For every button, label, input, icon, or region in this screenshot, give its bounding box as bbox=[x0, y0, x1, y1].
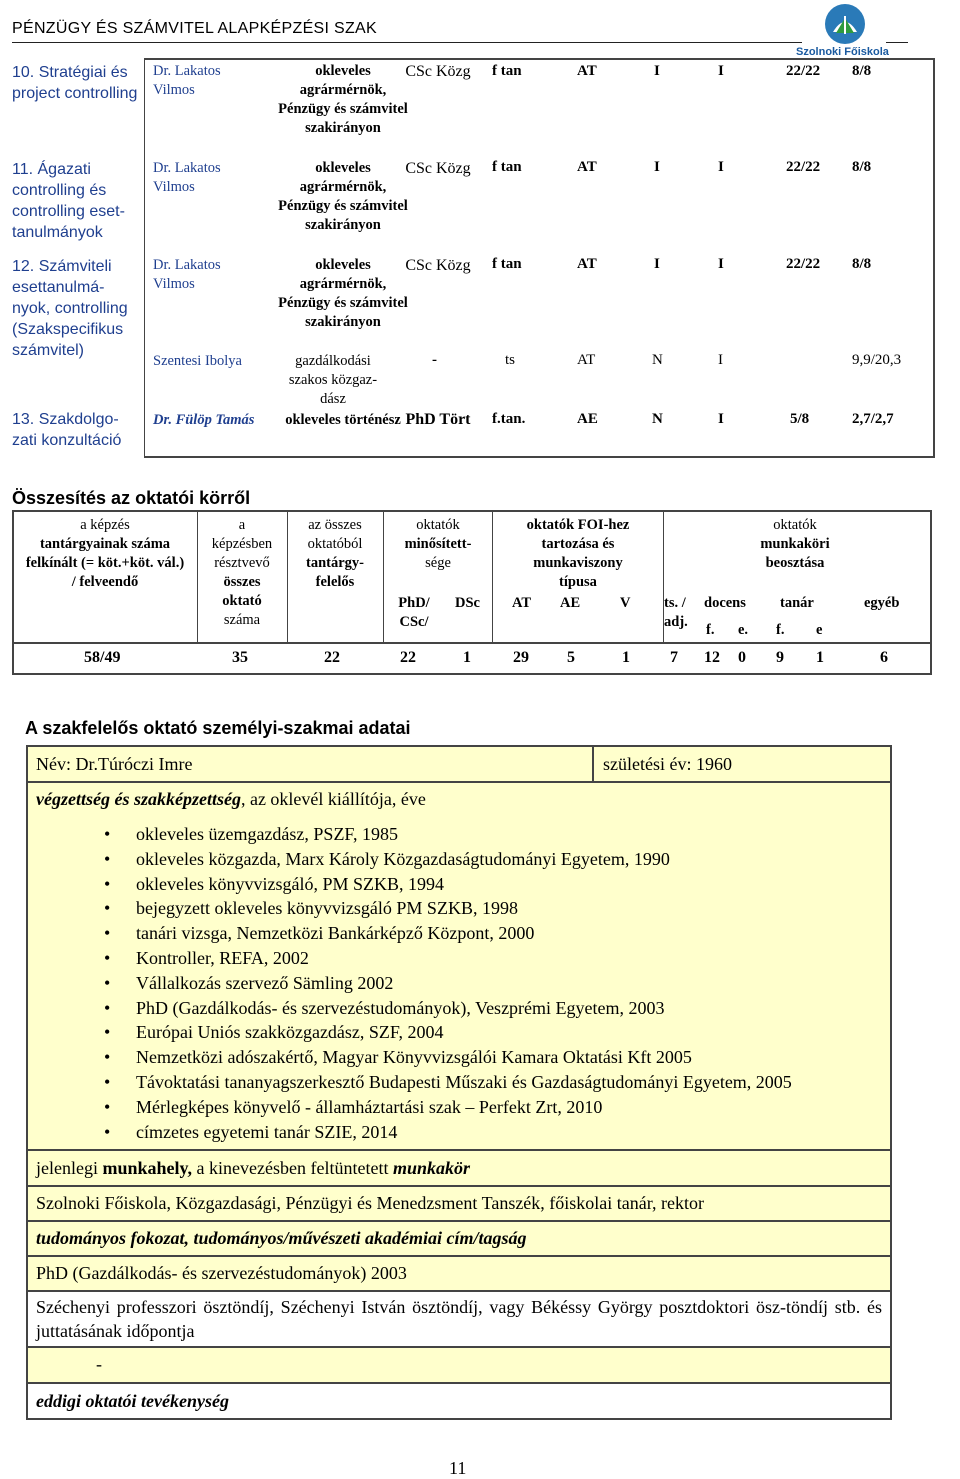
scientific-degree: - bbox=[432, 352, 437, 368]
sub-ts: ts. / adj. bbox=[664, 595, 688, 630]
teacher-name: Dr. Lakatos Vilmos bbox=[153, 63, 221, 98]
education-item: • Európai Uniós szakközgazdász, SZF, 2004 bbox=[28, 1020, 888, 1045]
value-ae: 5 bbox=[567, 649, 575, 666]
header-foi: oktatók FOI-hez tartozása és munkaviszony típusa bbox=[526, 517, 630, 590]
hours-ratio: 22/22 bbox=[786, 159, 821, 175]
education-item: • Vállalkozás szervező Sämling 2002 bbox=[28, 971, 888, 996]
teacher-qualification: okleveles agrármérnök, Pénzügy és számvitel szakirányon bbox=[278, 160, 408, 233]
sub-ae: AE bbox=[560, 595, 581, 611]
education-item: • címzetes egyetemi tanár SZIE, 2014 bbox=[28, 1120, 888, 1145]
course-name: 13. Szakdolgo-zati konzultáció bbox=[12, 411, 122, 449]
employment-type: AT bbox=[577, 256, 597, 272]
credit-ratio: 2,7/2,7 bbox=[852, 411, 894, 427]
summary-divider bbox=[12, 642, 932, 644]
header-participating: a képzésben résztvevő összes oktató száma bbox=[211, 517, 273, 628]
teacher-qualification: okleveles történész bbox=[285, 412, 401, 428]
teacher-name: Szentesi Ibolya bbox=[153, 353, 242, 369]
scientific-degree: CSc Közg bbox=[405, 160, 471, 177]
degree-value: PhD (Gazdálkodás- és szervezéstudományok) 2003 bbox=[36, 1263, 407, 1283]
teacher-qualification: okleveles agrármérnök, Pénzügy és számvitel szakirányon bbox=[278, 63, 408, 136]
employment-type: AT bbox=[577, 159, 597, 175]
employment-type: AT bbox=[577, 352, 596, 368]
education-item: • okleveles könyvvizsgáló, PM SZKB, 1994 bbox=[28, 872, 888, 897]
flag-b: I bbox=[718, 411, 724, 427]
value-tanar-f: 9 bbox=[776, 649, 784, 666]
value-docens-f: 12 bbox=[704, 649, 720, 666]
education-item: • okleveles üzemgazdász, PSZF, 1985 bbox=[28, 822, 888, 847]
document-header: PÉNZÜGY ÉS SZÁMVITEL ALAPKÉPZÉSI SZAK bbox=[12, 20, 377, 37]
flag-a: I bbox=[654, 63, 660, 79]
hours-ratio: 22/22 bbox=[786, 256, 821, 272]
education-item: • Távoktatási tananyagszerkesztő Budapesti Műszaki és Gazdaságtudományi Egyetem, 2005 bbox=[28, 1070, 888, 1095]
page-number: 11 bbox=[449, 1458, 467, 1478]
logo-label: Szolnoki Főiskola bbox=[796, 46, 889, 58]
name-divider bbox=[592, 745, 594, 783]
awards-value: - bbox=[96, 1354, 102, 1374]
sub-v: V bbox=[620, 595, 631, 611]
sub-dsc: DSc bbox=[455, 595, 480, 611]
value-phd: 22 bbox=[400, 649, 416, 666]
work-label: jelenlegi munkahely, a kinevezésben feltüntetett munkakör bbox=[36, 1158, 470, 1178]
flag-a: N bbox=[652, 411, 663, 427]
position-code: f tan bbox=[492, 256, 522, 272]
value-dsc: 1 bbox=[463, 649, 471, 666]
teacher-qualification: gazdálkodási szakos közgaz-dász bbox=[288, 353, 378, 407]
employment-type: AE bbox=[577, 411, 598, 427]
flag-a: N bbox=[652, 352, 663, 368]
header-qualified: oktatók minősített- sége bbox=[404, 517, 472, 571]
value-participating: 35 bbox=[232, 649, 248, 666]
summary-title: Összesítés az oktatói körről bbox=[12, 488, 251, 508]
value-offered: 58/49 bbox=[84, 649, 121, 666]
teacher-name: Dr. Lakatos Vilmos bbox=[153, 257, 221, 292]
awards-value-row bbox=[26, 1346, 892, 1384]
header-offered: a képzés tantárgyainak száma felkínált (= köt.+köt. vál.) / felveendő bbox=[25, 517, 185, 590]
course-name: 11. Ágazati controlling és controlling eset-tanulmányok bbox=[12, 161, 125, 241]
scientific-degree: PhD Tört bbox=[405, 411, 471, 428]
sub-f: f. bbox=[706, 622, 715, 638]
course-name: 12. Számviteli esettanulmá-nyok, controlling (Szakspecifikus számvitel) bbox=[12, 258, 128, 359]
teacher-name: Dr. Fülöp Tamás bbox=[153, 412, 255, 428]
value-responsible: 22 bbox=[324, 649, 340, 666]
position-code: f tan bbox=[492, 159, 522, 175]
position-code: ts bbox=[505, 352, 516, 368]
value-egyeb: 6 bbox=[880, 649, 888, 666]
education-list bbox=[28, 822, 888, 1144]
value-at: 29 bbox=[513, 649, 529, 666]
flag-b: I bbox=[718, 63, 724, 79]
flag-b: I bbox=[718, 256, 724, 272]
birth-year: születési év: 1960 bbox=[603, 754, 732, 774]
sub-egyeb: egyéb bbox=[864, 595, 900, 611]
teacher-qualification: okleveles agrármérnök, Pénzügy és számvitel szakirányon bbox=[278, 257, 408, 330]
position-code: f tan bbox=[492, 63, 522, 79]
hours-ratio: 9,9/20,3 bbox=[852, 352, 902, 368]
flag-b: I bbox=[718, 159, 724, 175]
sub-tanar: tanár bbox=[780, 595, 814, 611]
course-name: 10. Stratégiai és project controlling bbox=[12, 64, 138, 102]
value-tanar-e: 1 bbox=[816, 649, 824, 666]
education-item: • Kontroller, REFA, 2002 bbox=[28, 946, 888, 971]
flag-b: I bbox=[718, 352, 723, 368]
credit-ratio: 8/8 bbox=[852, 63, 872, 79]
education-item: • okleveles közgazda, Marx Károly Közgazdaságtudományi Egyetem, 1990 bbox=[28, 847, 888, 872]
education-item: • tanári vizsga, Nemzetközi Bankárképző Központ, 2000 bbox=[28, 921, 888, 946]
position-code: f.tan. bbox=[492, 411, 526, 427]
header-position: oktatók munkaköri beosztása bbox=[760, 517, 830, 571]
credit-ratio: 8/8 bbox=[852, 256, 872, 272]
teacher-name: Dr. Lakatos Vilmos bbox=[153, 160, 221, 195]
person-name: Név: Dr.Túróczi Imre bbox=[36, 754, 193, 774]
employment-type: AT bbox=[577, 63, 597, 79]
sub-phd: PhD/ CSc/ bbox=[398, 595, 430, 630]
scientific-degree: CSc Közg bbox=[405, 257, 471, 274]
education-heading: végzettség és szakképzettség, az oklevél kiállítója, éve bbox=[36, 789, 426, 809]
activity-label: eddigi oktatói tevékenység bbox=[36, 1391, 229, 1411]
education-item: • PhD (Gazdálkodás- és szervezéstudományok), Veszprémi Egyetem, 2003 bbox=[28, 996, 888, 1021]
education-item: • Mérlegképes könyvelő - államháztartási szak – Perfekt Zrt, 2010 bbox=[28, 1095, 888, 1120]
value-docens-e: 0 bbox=[738, 649, 746, 666]
sub-f: f. bbox=[776, 622, 785, 638]
scientific-degree: CSc Közg bbox=[405, 63, 471, 80]
flag-a: I bbox=[654, 159, 660, 175]
sub-docens: docens bbox=[704, 595, 746, 611]
header-responsible: az összes oktatóból tantárgy- felelős bbox=[306, 517, 364, 590]
sub-e: e. bbox=[738, 622, 749, 638]
section-title: A szakfelelős oktató személyi-szakmai adatai bbox=[25, 718, 411, 738]
credit-ratio: 8/8 bbox=[852, 159, 872, 175]
work-value: Szolnoki Főiskola, Közgazdasági, Pénzügyi és Menedzsment Tanszék, főiskolai tanár, rektor bbox=[36, 1193, 705, 1213]
education-item: • Nemzetközi adószakértő, Magyar Könyvvizsgálói Kamara Oktatási Kft 2005 bbox=[28, 1045, 888, 1070]
hours-ratio: 22/22 bbox=[786, 63, 821, 79]
flag-a: I bbox=[654, 256, 660, 272]
hours-ratio: 5/8 bbox=[790, 411, 810, 427]
degree-label: tudományos fokozat, tudományos/művészeti akadémiai cím/tagság bbox=[36, 1228, 527, 1248]
value-ts: 7 bbox=[670, 649, 678, 666]
col-divider bbox=[492, 510, 493, 642]
sub-at: AT bbox=[512, 595, 532, 611]
sub-e: e bbox=[816, 622, 823, 638]
header-rule bbox=[12, 42, 802, 43]
value-v: 1 bbox=[622, 649, 630, 666]
education-item: • bejegyzett okleveles könyvvizsgáló PM SZKB, 1998 bbox=[28, 896, 888, 921]
awards-label: Széchenyi professzori ösztöndíj, Széchenyi István ösztöndíj, vagy Békéssy György posztdoktori ösz-töndíj stb. és juttatásának időpontja bbox=[36, 1297, 882, 1341]
